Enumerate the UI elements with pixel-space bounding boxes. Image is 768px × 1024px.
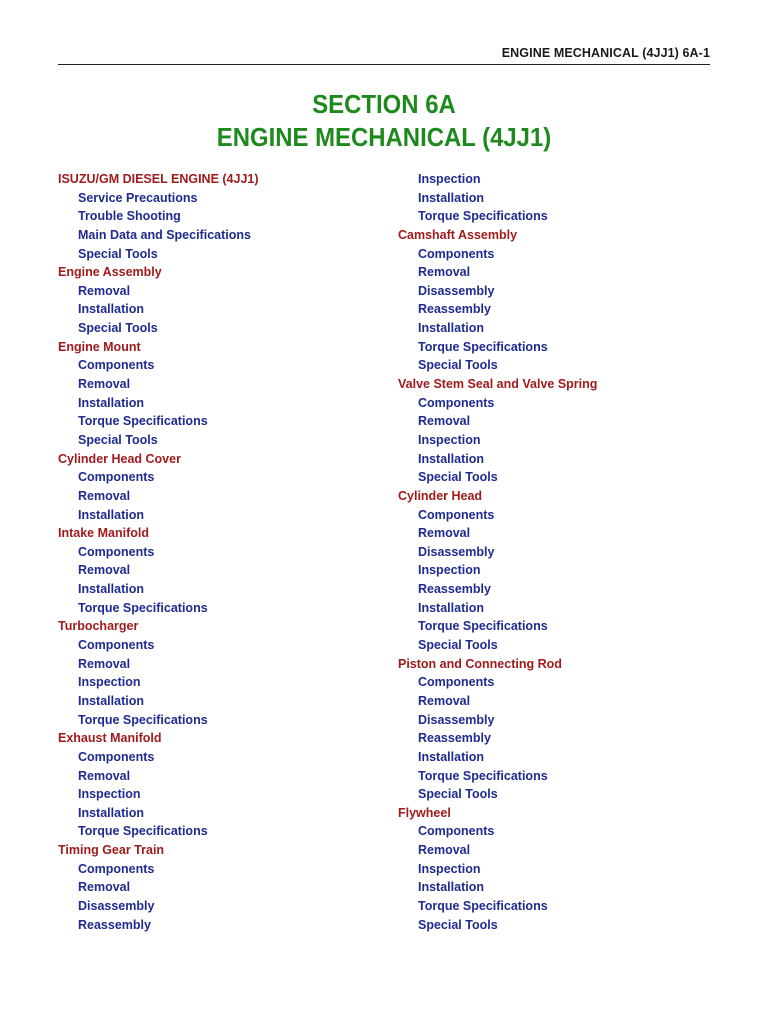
toc-subsection-link[interactable]: Removal	[418, 843, 471, 858]
toc-subsection-link[interactable]: Removal	[78, 377, 131, 392]
toc-subsection-link[interactable]: Installation	[418, 321, 484, 336]
toc-subsection-link[interactable]: Torque Specifications	[418, 898, 548, 913]
toc-section-link[interactable]: Cylinder Head	[398, 488, 483, 503]
toc-subsection-link[interactable]: Installation	[78, 582, 144, 597]
toc-section-link[interactable]: Turbocharger	[58, 619, 139, 634]
toc-subsection-link[interactable]: Installation	[78, 395, 144, 410]
toc-subsection-link[interactable]: Installation	[418, 451, 484, 466]
toc-subsection-link[interactable]: Inspection	[78, 787, 141, 802]
toc-subsection-link[interactable]: Removal	[78, 768, 131, 783]
toc-subsection-link[interactable]: Removal	[418, 526, 471, 541]
toc-subsection-link[interactable]: Special Tools	[78, 246, 158, 261]
toc-subsection-link[interactable]: Special Tools	[78, 321, 158, 336]
toc-subsection-link[interactable]: Removal	[418, 693, 471, 708]
toc-subsection-link[interactable]: Reassembly	[418, 582, 491, 597]
toc-subsection-link[interactable]: Service Precautions	[78, 190, 198, 205]
toc-subsection-link[interactable]: Installation	[78, 302, 144, 317]
toc-subsection-link[interactable]: Removal	[78, 283, 131, 298]
toc-subsection-link[interactable]: Inspection	[418, 861, 481, 876]
toc-subsection-link[interactable]: Components	[418, 395, 495, 410]
toc-subsection-link[interactable]: Special Tools	[418, 358, 498, 373]
toc-subsection-link[interactable]: Installation	[418, 749, 484, 764]
toc-subsection-link[interactable]: Removal	[78, 563, 131, 578]
toc-right-column	[398, 170, 718, 934]
toc-section-link[interactable]: ISUZU/GM DIESEL ENGINE (4JJ1)	[58, 172, 259, 186]
toc-subsection-link[interactable]: Disassembly	[418, 712, 495, 727]
toc-section-link[interactable]: Camshaft Assembly	[398, 227, 518, 242]
toc-subsection-link[interactable]: Torque Specifications	[418, 339, 548, 354]
toc-subsection-link[interactable]: Special Tools	[78, 432, 158, 447]
toc-subsection-link[interactable]: Torque Specifications	[418, 768, 548, 783]
toc-subsection-link[interactable]: Installation	[418, 600, 484, 615]
toc-subsection-link[interactable]: Components	[78, 544, 155, 559]
toc-subsection-link[interactable]: Removal	[418, 414, 471, 429]
toc-subsection-link[interactable]: Inspection	[78, 675, 141, 690]
toc-subsection-link[interactable]: Components	[78, 749, 155, 764]
toc-subsection-link[interactable]: Disassembly	[78, 898, 155, 913]
toc-section-link[interactable]: Timing Gear Train	[58, 843, 165, 858]
toc-subsection-link[interactable]: Reassembly	[78, 917, 151, 932]
toc-subsection-link[interactable]: Installation	[78, 805, 144, 820]
toc-subsection-link[interactable]: Reassembly	[418, 731, 491, 746]
toc-subsection-link[interactable]: Components	[78, 861, 155, 876]
toc-subsection-link[interactable]: Components	[418, 246, 495, 261]
toc-section-link[interactable]: Exhaust Manifold	[58, 731, 162, 746]
toc-left-column	[58, 170, 378, 934]
toc-subsection-link[interactable]: Removal	[78, 656, 131, 671]
toc-section-link[interactable]: Flywheel	[398, 805, 451, 820]
toc-subsection-link[interactable]: Torque Specifications	[418, 619, 548, 634]
running-header: ENGINE MECHANICAL (4JJ1) 6A-1	[501, 46, 710, 60]
toc-section-link[interactable]: Intake Manifold	[58, 526, 149, 541]
toc-subsection-link[interactable]: Trouble Shooting	[78, 209, 181, 224]
toc-subsection-link[interactable]: Components	[418, 675, 495, 690]
toc-subsection-link[interactable]: Components	[78, 470, 155, 485]
toc-subsection-link[interactable]: Disassembly	[418, 544, 495, 559]
toc-subsection-link[interactable]: Removal	[418, 265, 471, 280]
toc-subsection-link[interactable]: Removal	[78, 488, 131, 503]
section-title: ENGINE MECHANICAL (4JJ1)	[216, 122, 552, 152]
toc-subsection-link[interactable]: Components	[418, 507, 495, 522]
toc-subsection-link[interactable]: Reassembly	[418, 302, 491, 317]
toc-section-link[interactable]: Valve Stem Seal and Valve Spring	[398, 377, 598, 392]
header-rule	[58, 64, 710, 65]
toc-subsection-link[interactable]: Special Tools	[418, 470, 498, 485]
section-number: SECTION 6A	[312, 89, 456, 119]
toc-subsection-link[interactable]: Special Tools	[418, 917, 498, 932]
toc-subsection-link[interactable]: Inspection	[418, 172, 481, 186]
toc-subsection-link[interactable]: Torque Specifications	[78, 600, 208, 615]
toc-subsection-link[interactable]: Torque Specifications	[78, 712, 208, 727]
toc-section-link[interactable]: Engine Assembly	[58, 265, 162, 280]
toc-subsection-link[interactable]: Inspection	[418, 563, 481, 578]
toc-section-link[interactable]: Cylinder Head Cover	[58, 451, 181, 466]
toc-subsection-link[interactable]: Torque Specifications	[418, 209, 548, 224]
toc-subsection-link[interactable]: Removal	[78, 880, 131, 895]
toc-subsection-link[interactable]: Disassembly	[418, 283, 495, 298]
toc-subsection-link[interactable]: Special Tools	[418, 638, 498, 653]
toc-section-link[interactable]: Engine Mount	[58, 339, 141, 354]
toc-section-link[interactable]: Piston and Connecting Rod	[398, 656, 562, 671]
toc-subsection-link[interactable]: Installation	[78, 507, 144, 522]
toc-subsection-link[interactable]: Inspection	[418, 432, 481, 447]
toc-subsection-link[interactable]: Components	[78, 358, 155, 373]
toc-subsection-link[interactable]: Installation	[78, 693, 144, 708]
toc-subsection-link[interactable]: Main Data and Specifications	[78, 227, 251, 242]
toc-subsection-link[interactable]: Components	[78, 638, 155, 653]
toc-subsection-link[interactable]: Installation	[418, 880, 484, 895]
toc-subsection-link[interactable]: Components	[418, 824, 495, 839]
toc-subsection-link[interactable]: Special Tools	[418, 787, 498, 802]
toc-subsection-link[interactable]: Installation	[418, 190, 484, 205]
toc-subsection-link[interactable]: Torque Specifications	[78, 414, 208, 429]
toc-subsection-link[interactable]: Torque Specifications	[78, 824, 208, 839]
